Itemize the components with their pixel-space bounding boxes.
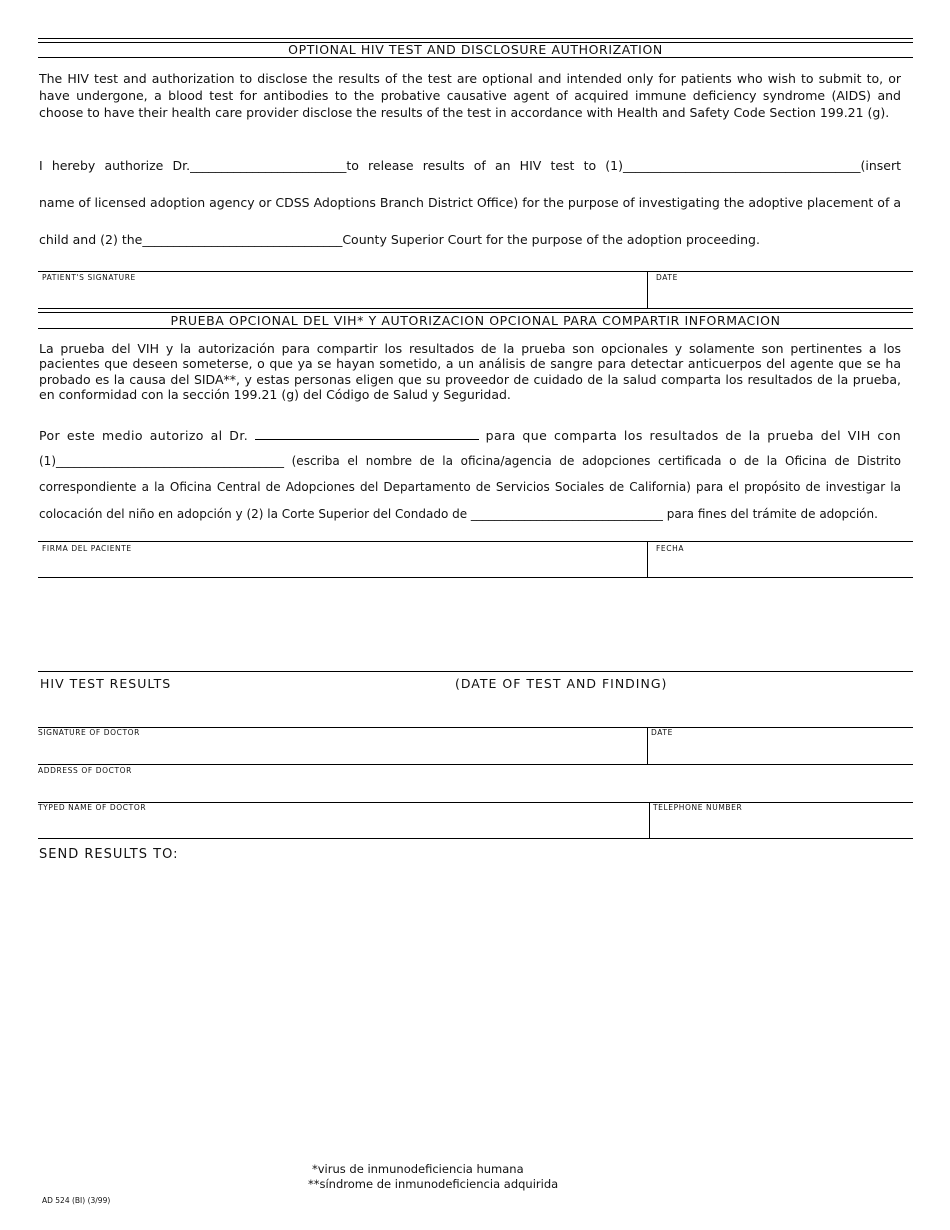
doctor-name-blank[interactable] (255, 427, 479, 440)
send-results-to-field[interactable] (38, 866, 912, 1146)
fecha-label: FECHA (656, 544, 685, 553)
typed-name-top-rule (38, 802, 913, 803)
doctor-signature-top-rule (38, 727, 913, 728)
english-signature-top-rule (38, 271, 913, 272)
signature-of-doctor-label: SIGNATURE OF DOCTOR (38, 728, 140, 737)
english-title-underline (38, 57, 913, 58)
footnote-1: *virus de inmunodeficiencia humana (312, 1162, 524, 1176)
spanish-auth-line-1 (39, 427, 901, 443)
address-top-rule (38, 764, 913, 765)
spanish-signature-top-rule (38, 541, 913, 542)
hiv-test-results-label: HIV TEST RESULTS (40, 676, 172, 691)
spanish-top-rule-1 (38, 308, 913, 309)
english-auth-line-2: name of licensed adoption agency or CDSS Adoptions Branch District Office) for the purpose of investigating the adoptive placement of a (39, 195, 901, 210)
spanish-signature-divider (647, 541, 648, 577)
english-intro: The HIV test and authorization to disclose the results of the test are optional and intended only for patients who wish to submit to, or have undergone, a blood test for antibodies to the probative causative agent of acquired immune deficiency syndrome (AIDS) and choose to have their health care provider disclose the results of the test in accordance with Health and Safety Code Section 199.21 (g). (39, 71, 901, 120)
hiv-test-results-field[interactable] (38, 693, 912, 725)
english-date-label: DATE (656, 273, 678, 282)
doctor-date-label: DATE (651, 728, 673, 737)
english-title: OPTIONAL HIV TEST AND DISCLOSURE AUTHORIZATION (288, 42, 663, 57)
firma-del-paciente-field[interactable] (38, 554, 646, 576)
spanish-signature-bottom-rule (38, 577, 913, 578)
spanish-auth-line-3: correspondiente a la Oficina Central de Adopciones del Departamento de Servicios Sociales de California) para el propósito de investigar la (39, 480, 901, 494)
typed-name-divider (649, 802, 650, 838)
date-of-test-label: (DATE OF TEST AND FINDING) (455, 676, 668, 691)
doctor-signature-divider (647, 727, 648, 764)
send-results-to-label: SEND RESULTS TO: (39, 847, 179, 862)
spanish-auth-line-2: (1)______________________________________ (escriba el nombre de la oficina/agencia de adopciones certificada o de la Oficina de Distrito (39, 454, 901, 468)
footnote-2: **síndrome de inmunodeficiencia adquirida (308, 1177, 559, 1191)
patient-signature-field[interactable] (38, 283, 646, 307)
spanish-title-underline (38, 328, 913, 329)
top-rule-1 (38, 38, 913, 39)
telephone-number-field[interactable] (651, 813, 912, 837)
typed-name-of-doctor-field[interactable] (38, 813, 648, 837)
address-of-doctor-label: ADDRESS OF DOCTOR (38, 766, 132, 775)
doctor-date-field[interactable] (649, 738, 912, 763)
english-date-field[interactable] (649, 283, 912, 307)
firma-del-paciente-label: FIRMA DEL PACIENTE (42, 544, 132, 553)
typed-name-of-doctor-label: TYPED NAME OF DOCTOR (38, 803, 147, 812)
address-of-doctor-field[interactable] (38, 776, 912, 801)
form-number: AD 524 (BI) (3/99) (42, 1196, 111, 1205)
english-auth-line-1: I hereby authorize Dr._________________________to release results of an HIV test to (1)______________________________________(insert (39, 158, 901, 173)
english-signature-divider (647, 271, 648, 308)
english-auth-line-3: child and (2) the________________________________County Superior Court for the purpose of the adoption proceeding. (39, 232, 760, 247)
spanish-auth-line-1-end: para que comparta los resultados de la prueba del VIH con (485, 428, 902, 443)
fecha-field[interactable] (649, 554, 912, 576)
typed-name-bottom-rule (38, 838, 913, 839)
spanish-auth-line-1-start: Por este medio autorizo al Dr. (39, 428, 249, 443)
spanish-title: PRUEBA OPCIONAL DEL VIH* Y AUTORIZACION OPCIONAL PARA COMPARTIR INFORMACION (170, 313, 781, 328)
signature-of-doctor-field[interactable] (38, 738, 646, 763)
results-top-rule (38, 671, 913, 672)
patient-signature-label: PATIENT'S SIGNATURE (42, 273, 136, 282)
spanish-auth-line-4: colocación del niño en adopción y (2) la Corte Superior del Condado de ________________________________ para fines del trámite de adopción. (39, 507, 878, 521)
spanish-intro: La prueba del VIH y la autorización para compartir los resultados de la prueba son opcionales y solamente son pertinentes a los pacientes que deseen someterse, o que ya se hayan sometido, a un análisis de sangre para detectar anticuerpos del agente que se ha probado es la causa del SIDA**, y estas personas eligen que su proveedor de cuidado de la salud comparta los resultados de la prueba, en conformidad con la sección 199.21 (g) del Código de Salud y Seguridad. (39, 341, 901, 403)
telephone-number-label: TELEPHONE NUMBER (653, 803, 743, 812)
